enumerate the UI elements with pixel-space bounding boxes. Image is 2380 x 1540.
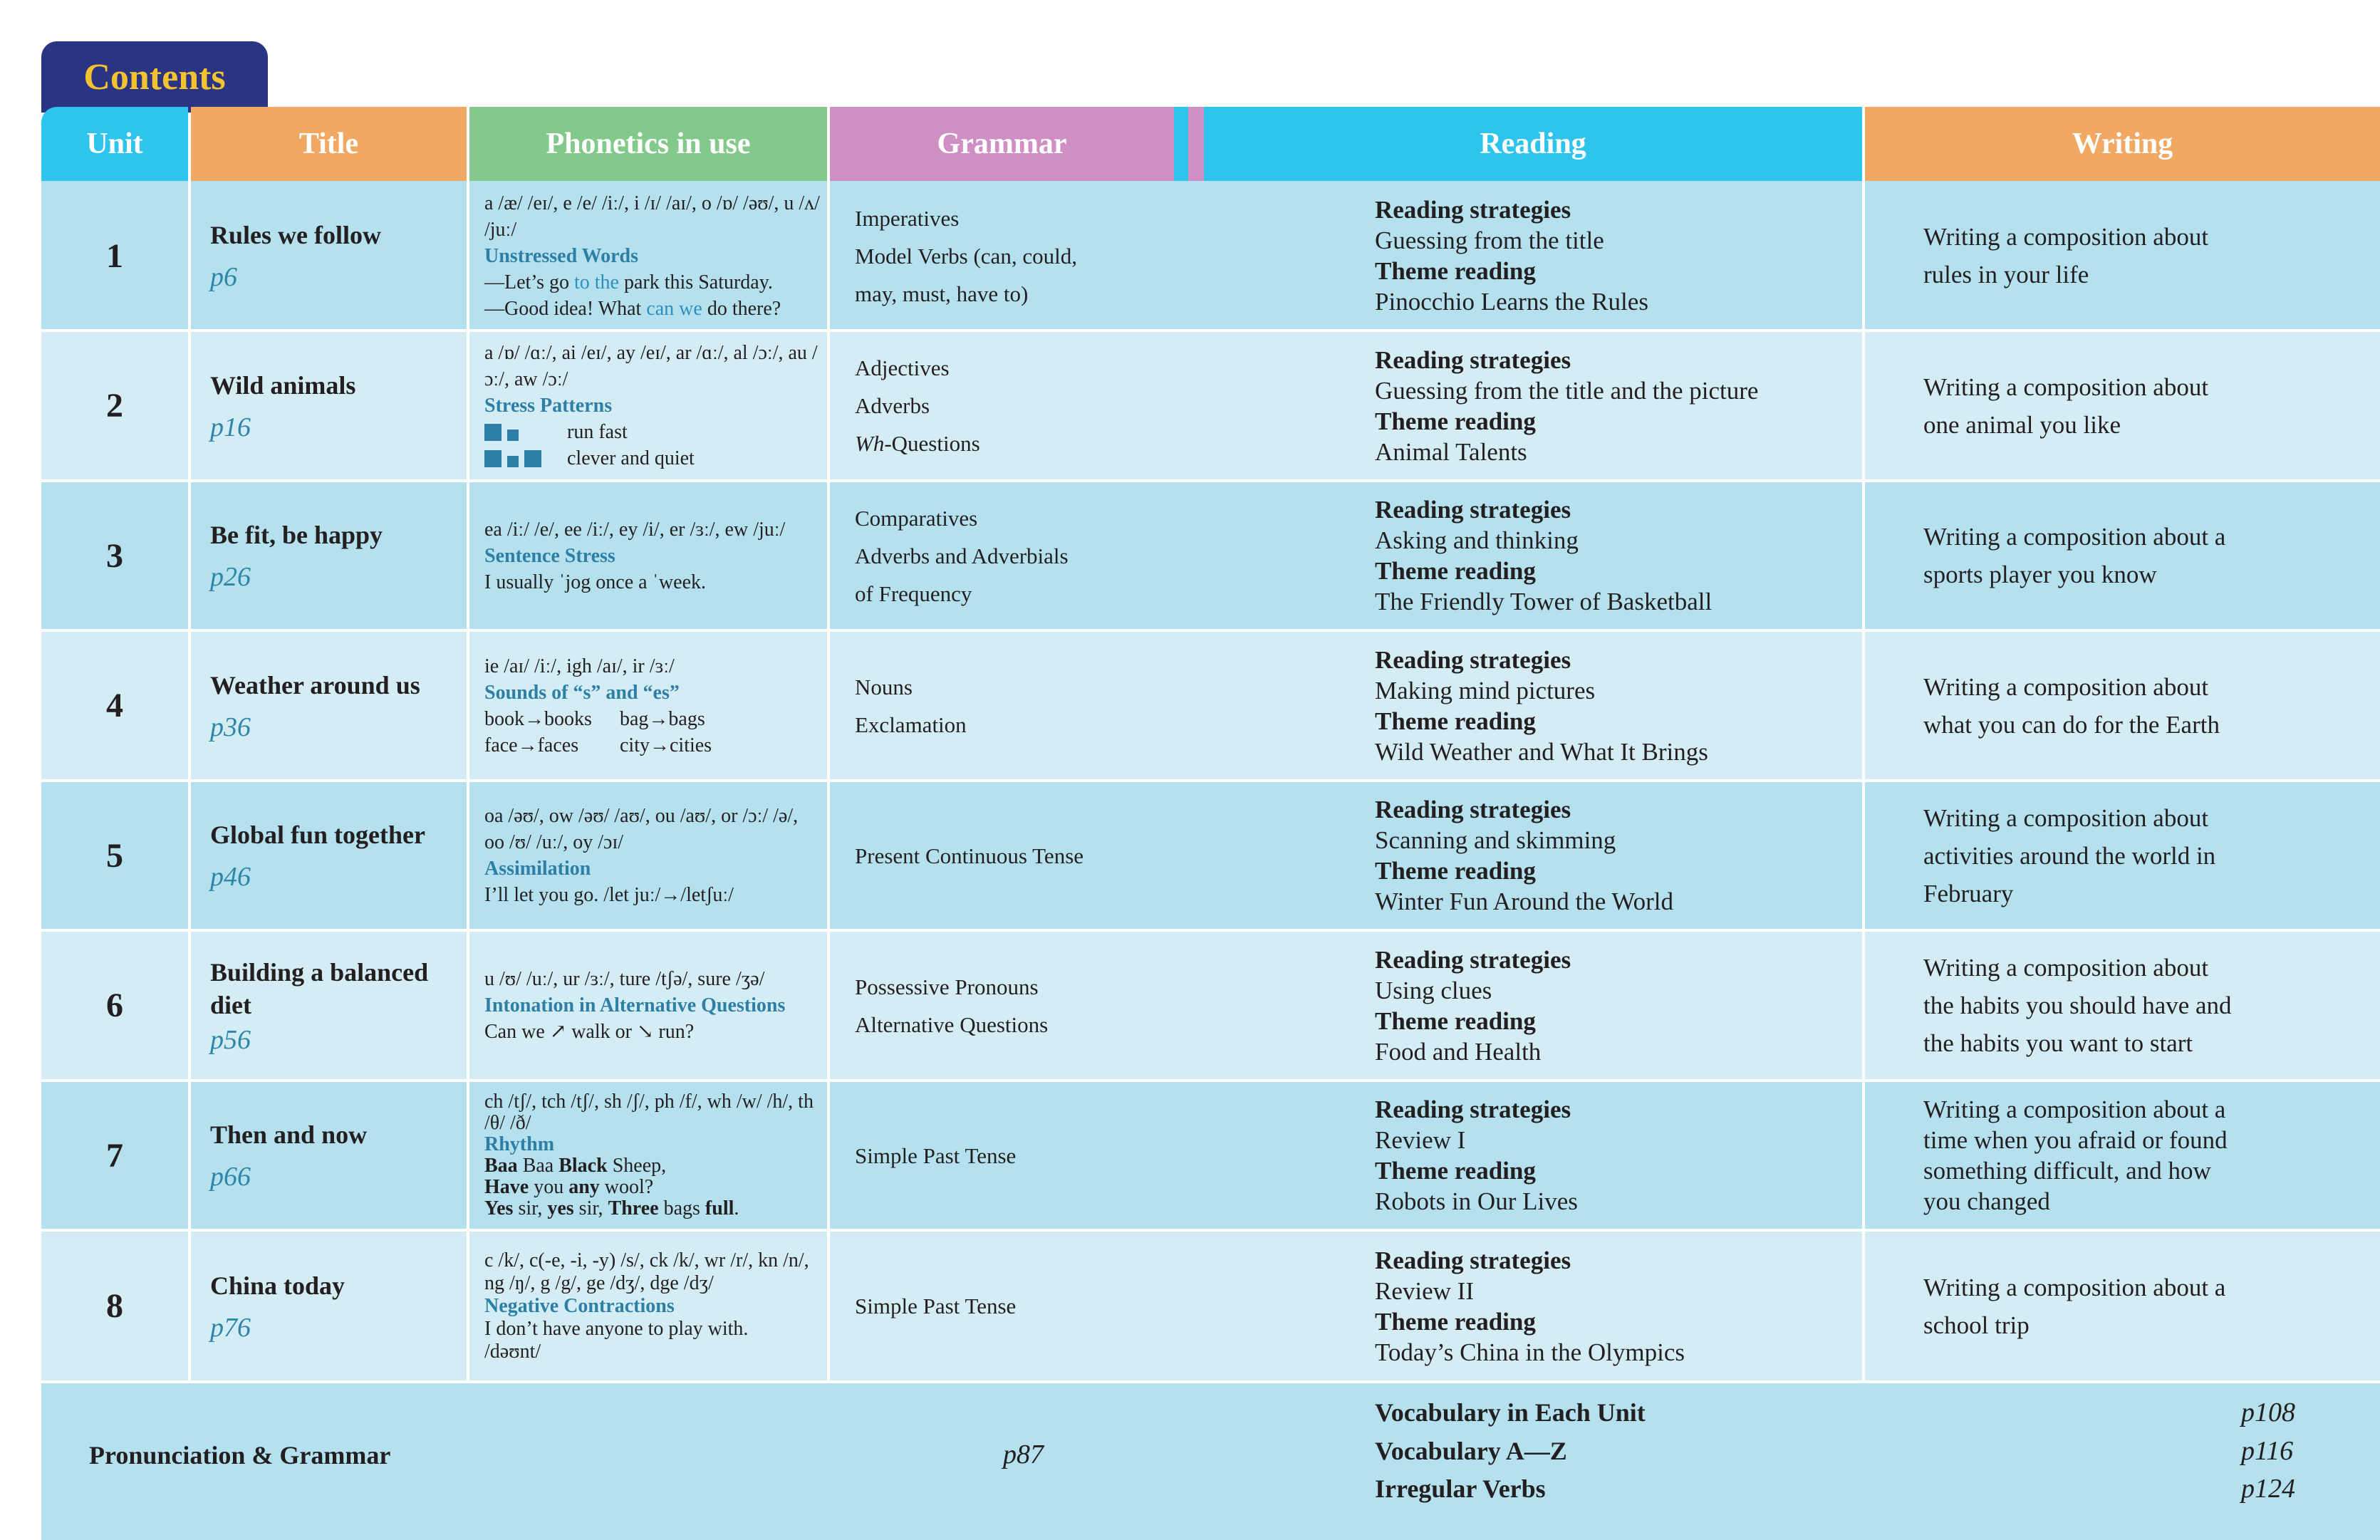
writing-cell — [1923, 331, 2351, 481]
irregular-verbs-label[interactable]: Irregular Verbs — [1375, 1474, 1546, 1503]
vocab-az-label[interactable]: Vocabulary A—Z — [1375, 1437, 1567, 1465]
unit-title: Global fun together — [210, 821, 425, 849]
divider — [467, 181, 469, 1383]
unit-page: p26 — [210, 562, 251, 592]
vocab-each-unit-label[interactable]: Vocabulary in Each Unit — [1375, 1398, 1646, 1427]
reading-strategy: Guessing from the title — [1375, 227, 1604, 254]
theme-reading-label: Theme reading — [1375, 257, 1536, 285]
unit-page: p76 — [210, 1312, 251, 1343]
vocab-az-page: p116 — [2241, 1436, 2294, 1466]
grammar-cell — [855, 1081, 1168, 1230]
grammar-item: Adverbs — [855, 393, 930, 418]
unit-page: p66 — [210, 1162, 251, 1192]
grammar-cell — [855, 331, 1168, 481]
unit-title-cell — [210, 331, 459, 481]
unit-title: Building a balanced diet — [210, 957, 429, 1019]
grammar-item: Exclamation — [855, 712, 967, 737]
reading-cell — [1375, 481, 1859, 630]
grammar-item: Simple Past Tense — [855, 1294, 1017, 1318]
theme-reading: Winter Fun Around the World — [1375, 888, 1673, 915]
reading-strategy: Review II — [1375, 1276, 1474, 1305]
reading-cell — [1375, 630, 1859, 781]
writing-line: the habits you want to start — [1923, 1029, 2193, 1057]
phonetics-sounds: oa /əʊ/, ow /əʊ/ /aʊ/, ou /aʊ/, or /ɔː/ /ə/, oo /ʊ/ /uː/, oy /ɔɪ/ — [484, 805, 799, 853]
theme-reading-label: Theme reading — [1375, 1307, 1536, 1336]
theme-reading-label: Theme reading — [1375, 1006, 1536, 1035]
reading-strategy: Scanning and skimming — [1375, 826, 1616, 854]
reading-strategy: Asking and thinking — [1375, 526, 1579, 554]
unit-number: 1 — [106, 236, 123, 275]
unit-title-cell — [210, 781, 459, 930]
phonetics-focus: Rhythm — [484, 1133, 555, 1155]
phonetics-example: Have you any wool? — [484, 1176, 654, 1198]
phonetics-example: I don’t have anyone to play with. — [484, 1317, 749, 1340]
header-grammar: Grammar — [830, 107, 1174, 181]
writing-line: Writing a composition about — [1923, 373, 2209, 401]
grammar-item: Adverbs and Adverbials — [855, 543, 1069, 568]
grammar-cell — [855, 781, 1168, 930]
writing-line: something difficult, and how — [1923, 1157, 2211, 1185]
phonetics-sounds: ie /aɪ/ /iː/, igh /aɪ/, ir /ɜː/ — [484, 655, 675, 677]
writing-cell — [1923, 930, 2351, 1081]
theme-reading-label: Theme reading — [1375, 857, 1536, 885]
writing-cell — [1923, 1081, 2351, 1230]
unit-title-cell — [210, 930, 445, 1081]
writing-line: the habits you should have and — [1923, 992, 2232, 1019]
divider — [1862, 181, 1865, 1383]
writing-line: sports player you know — [1923, 561, 2157, 588]
unit-number: 5 — [106, 836, 123, 875]
phonetics-focus: Assimilation — [484, 858, 591, 880]
phonetics-cell — [484, 331, 823, 481]
unit-page: p46 — [210, 862, 251, 892]
unit-title: Be fit, be happy — [210, 521, 383, 549]
reading-strategy: Review I — [1375, 1126, 1466, 1154]
theme-reading-label: Theme reading — [1375, 1157, 1536, 1185]
phonetics-example: Baa Baa Black Sheep, — [484, 1155, 667, 1177]
phonetics-sounds: a /ɒ/ /ɑː/, ai /eɪ/, ay /eɪ/, ar /ɑː/, al /ɔː/, au /ɔː/, aw /ɔː/ — [484, 342, 818, 390]
phonetics-focus: Intonation in Alternative Questions — [484, 994, 786, 1016]
phonetics-sounds: a /æ/ /eɪ/, e /e/ /iː/, i /ɪ/ /aɪ/, o /ɒ/ /əʊ/, u /ʌ/ /juː/ — [484, 192, 820, 241]
unit-number: 7 — [106, 1136, 123, 1175]
theme-reading-label: Theme reading — [1375, 557, 1536, 585]
phonetics-cell — [484, 1230, 823, 1382]
unit-title-cell — [210, 181, 459, 331]
reading-strategies-label: Reading strategies — [1375, 945, 1571, 974]
writing-line: Writing a composition about a — [1923, 523, 2226, 551]
theme-reading-label: Theme reading — [1375, 407, 1536, 435]
writing-line: February — [1923, 879, 2014, 907]
vocab-each-unit-page: p108 — [2241, 1398, 2295, 1427]
divider — [188, 181, 191, 1383]
pronunciation-grammar-page: p87 — [1003, 1440, 1044, 1469]
reading-strategies-label: Reading strategies — [1375, 496, 1571, 524]
grammar-item: Adjectives — [855, 355, 950, 380]
phonetics-example: face→faces city→cities — [484, 734, 712, 756]
header-unit: Unit — [41, 107, 188, 181]
unit-page: p16 — [210, 412, 251, 442]
grammar-item: Nouns — [855, 674, 913, 699]
reading-strategies-label: Reading strategies — [1375, 196, 1571, 224]
grammar-item: Simple Past Tense — [855, 1143, 1017, 1168]
phonetics-example: I’ll let you go. /let juː/→/letʃuː/ — [484, 884, 734, 906]
phonetics-cell — [484, 181, 823, 331]
writing-line: one animal you like — [1923, 410, 2121, 439]
theme-reading: Pinocchio Learns the Rules — [1375, 288, 1648, 316]
grammar-item: Model Verbs (can, could, — [855, 243, 1077, 269]
reading-cell — [1375, 331, 1859, 481]
writing-cell — [1923, 481, 2351, 630]
grammar-item: Comparatives — [855, 505, 978, 531]
phonetics-sounds: u /ʊ/ /uː/, ur /ɜː/, ture /tʃə/, sure /ʒə/ — [484, 968, 765, 990]
unit-number: 3 — [106, 536, 123, 575]
header-reading: Reading — [1204, 107, 1862, 181]
reading-strategies-label: Reading strategies — [1375, 345, 1571, 374]
writing-line: Writing a composition about — [1923, 803, 2209, 832]
phonetics-example: —Good idea! What can we do there? — [484, 297, 781, 320]
header-writing: Writing — [1865, 107, 2380, 181]
grammar-item: of Frequency — [855, 581, 972, 606]
phonetics-sounds: ea /iː/ /e/, ee /iː/, ey /i/, er /ɜː/, ew /juː/ — [484, 518, 786, 541]
grammar-cell — [855, 630, 1168, 781]
grammar-cell — [855, 481, 1168, 630]
pronunciation-grammar-label[interactable]: Pronunciation & Grammar — [89, 1441, 391, 1469]
header-title: Title — [191, 107, 467, 181]
header-grammar-stripe-1 — [1174, 107, 1188, 181]
divider — [827, 181, 830, 1383]
grammar-item: Wh-Questions — [855, 431, 980, 456]
grammar-item: Present Continuous Tense — [855, 843, 1084, 868]
unit-title-cell — [210, 481, 459, 630]
theme-reading-label: Theme reading — [1375, 707, 1536, 735]
reading-cell — [1375, 781, 1859, 930]
phonetics-example: /dəʊnt/ — [484, 1340, 541, 1363]
stress-square-strong — [484, 450, 502, 467]
phonetics-cell — [484, 781, 823, 930]
writing-line: rules in your life — [1923, 261, 2089, 288]
writing-line: activities around the world in — [1923, 841, 2216, 870]
theme-reading: The Friendly Tower of Basketball — [1375, 588, 1713, 615]
reading-cell — [1375, 930, 1859, 1081]
theme-reading: Today’s China in the Olympics — [1375, 1338, 1685, 1366]
reading-strategies-label: Reading strategies — [1375, 1096, 1571, 1123]
phonetics-example: Yes sir, yes sir, Three bags full. — [484, 1197, 739, 1219]
unit-page: p56 — [210, 1024, 251, 1055]
phonetics-sounds: ch /tʃ/, tch /tʃ/, sh /ʃ/, ph /f/, wh /w/ /h/, th /θ/ /ð/ — [484, 1091, 814, 1134]
unit-number: 8 — [106, 1287, 123, 1325]
phonetics-example: Can we ↗ walk or ↘ run? — [484, 1021, 695, 1043]
theme-reading: Wild Weather and What It Brings — [1375, 737, 1708, 766]
phonetics-example: —Let’s go to the park this Saturday. — [484, 271, 773, 293]
grammar-item: Alternative Questions — [855, 1011, 1049, 1037]
grammar-cell — [855, 1230, 1168, 1382]
grammar-item: Possessive Pronouns — [855, 974, 1039, 999]
unit-title-cell — [210, 630, 459, 781]
stress-square-weak — [507, 456, 519, 467]
unit-number: 2 — [106, 387, 123, 425]
phonetics-example: run fast — [567, 421, 628, 443]
unit-title: China today — [210, 1271, 345, 1300]
phonetics-example: book→books bag→bags — [484, 707, 705, 730]
grammar-cell — [855, 181, 1168, 331]
writing-line: you changed — [1923, 1187, 2050, 1215]
unit-page: p6 — [210, 262, 237, 292]
theme-reading: Robots in Our Lives — [1375, 1187, 1578, 1215]
reading-strategies-label: Reading strategies — [1375, 645, 1571, 674]
header-grammar-stripe-2 — [1188, 107, 1204, 181]
phonetics-focus: Stress Patterns — [484, 395, 613, 417]
grammar-item: may, must, have to) — [855, 281, 1029, 306]
unit-title: Weather around us — [210, 670, 420, 699]
theme-reading: Animal Talents — [1375, 437, 1527, 466]
phonetics-cell — [484, 481, 823, 630]
writing-line: Writing a composition about a — [1923, 1096, 2226, 1123]
unit-number: 6 — [106, 987, 123, 1024]
unit-number: 4 — [106, 687, 123, 724]
reading-strategy: Making mind pictures — [1375, 676, 1596, 704]
reading-strategies-label: Reading strategies — [1375, 796, 1571, 823]
phonetics-example: clever and quiet — [567, 447, 695, 469]
irregular-verbs-page: p124 — [2241, 1474, 2295, 1504]
unit-title: Wild animals — [210, 370, 356, 400]
reading-strategy: Guessing from the title and the picture — [1375, 376, 1759, 405]
footer-panel — [41, 1383, 2380, 1540]
reading-cell — [1375, 1230, 1859, 1382]
stress-squares — [484, 450, 567, 467]
phonetics-cell — [484, 1081, 823, 1230]
unit-title: Rules we follow — [210, 221, 381, 249]
writing-line: school trip — [1923, 1311, 2030, 1339]
reading-cell — [1375, 181, 1859, 331]
reading-strategy: Using clues — [1375, 976, 1492, 1004]
writing-line: Writing a composition about a — [1923, 1273, 2226, 1301]
stress-squares — [484, 424, 567, 441]
writing-cell — [1923, 1230, 2351, 1382]
unit-page: p36 — [210, 712, 251, 742]
reading-cell — [1375, 1081, 1859, 1230]
writing-line: what you can do for the Earth — [1923, 710, 2220, 739]
unit-title: Then and now — [210, 1120, 368, 1149]
stress-square-weak — [507, 430, 519, 441]
grammar-cell — [855, 930, 1168, 1081]
unit-title-cell — [210, 1081, 459, 1230]
phonetics-focus: Sentence Stress — [484, 544, 615, 567]
unit-title-cell — [210, 1230, 459, 1382]
phonetics-cell — [484, 930, 823, 1081]
writing-cell — [1923, 781, 2351, 930]
stress-pattern-row — [484, 419, 823, 445]
theme-reading: Food and Health — [1375, 1037, 1542, 1066]
phonetics-sounds: c /k/, c(-e, -i, -y) /s/, ck /k/, wr /r/, kn /n/, ng /ŋ/, g /g/, ge /dʒ/, dge /dʒ/ — [484, 1249, 809, 1294]
stress-square-strong — [484, 424, 502, 441]
writing-line: Writing a composition about — [1923, 672, 2209, 701]
stress-pattern-row — [484, 445, 823, 472]
reading-strategies-label: Reading strategies — [1375, 1246, 1571, 1274]
writing-cell — [1923, 630, 2351, 781]
phonetics-cell — [484, 630, 823, 781]
contents-tab: Contents — [41, 41, 268, 113]
phonetics-focus: Sounds of “s” and “es” — [484, 681, 680, 704]
phonetics-example: I usually ˈjog once a ˈweek. — [484, 571, 706, 593]
header-phonetics: Phonetics in use — [469, 107, 827, 181]
writing-cell — [1923, 181, 2351, 331]
stress-square-strong — [524, 450, 541, 467]
grammar-item: Imperatives — [855, 205, 960, 231]
writing-line: Writing a composition about — [1923, 223, 2209, 251]
writing-line: time when you afraid or found — [1923, 1126, 2228, 1154]
writing-line: Writing a composition about — [1923, 954, 2209, 982]
phonetics-focus: Unstressed Words — [484, 244, 639, 267]
phonetics-focus: Negative Contractions — [484, 1294, 675, 1317]
